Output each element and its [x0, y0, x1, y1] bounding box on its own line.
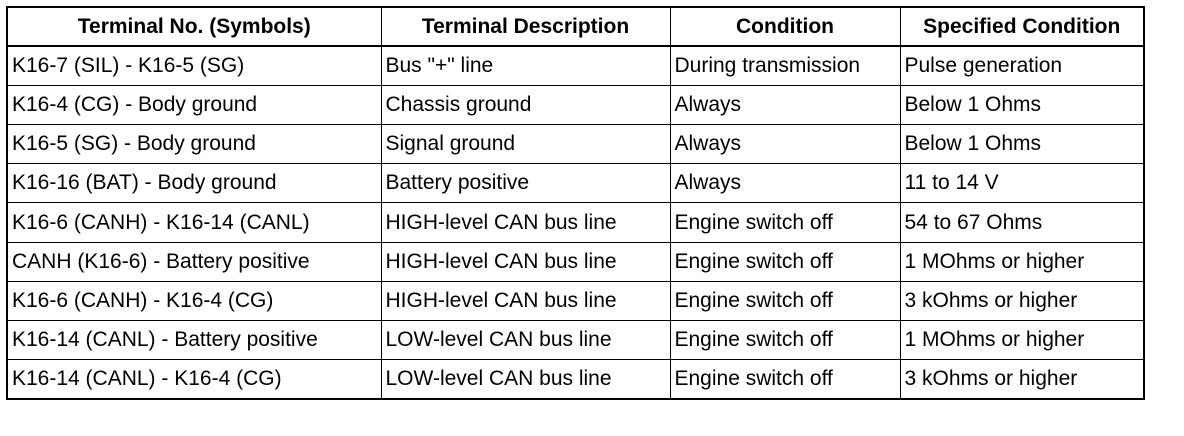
cell-specified: 11 to 14 V — [900, 164, 1144, 203]
cell-terminal: K16-14 (CANL) - K16-4 (CG) — [7, 360, 381, 399]
cell-description: Bus "+" line — [381, 46, 670, 85]
cell-description: LOW-level CAN bus line — [381, 321, 670, 360]
cell-description: HIGH-level CAN bus line — [381, 281, 670, 320]
table-row — [7, 203, 1144, 242]
cell-description: Battery positive — [381, 164, 670, 203]
cell-specified: Below 1 Ohms — [900, 85, 1144, 124]
cell-condition: Engine switch off — [670, 281, 900, 320]
table-row — [7, 164, 1144, 203]
cell-specified: Below 1 Ohms — [900, 125, 1144, 164]
table-row — [7, 321, 1144, 360]
cell-specified: 3 kOhms or higher — [900, 281, 1144, 320]
cell-description: Signal ground — [381, 125, 670, 164]
cell-specified: 1 MOhms or higher — [900, 242, 1144, 281]
cell-terminal: K16-14 (CANL) - Battery positive — [7, 321, 381, 360]
cell-description: HIGH-level CAN bus line — [381, 203, 670, 242]
header-specified-condition: Specified Condition — [900, 7, 1144, 46]
header-condition: Condition — [670, 7, 900, 46]
cell-condition: During transmission — [670, 46, 900, 85]
cell-terminal: K16-7 (SIL) - K16-5 (SG) — [7, 46, 381, 85]
cell-terminal: K16-4 (CG) - Body ground — [7, 85, 381, 124]
table-row — [7, 242, 1144, 281]
cell-terminal: K16-6 (CANH) - K16-14 (CANL) — [7, 203, 381, 242]
cell-specified: Pulse generation — [900, 46, 1144, 85]
table-row — [7, 125, 1144, 164]
cell-terminal: K16-6 (CANH) - K16-4 (CG) — [7, 281, 381, 320]
table-row — [7, 360, 1144, 399]
cell-specified: 54 to 67 Ohms — [900, 203, 1144, 242]
cell-terminal: K16-16 (BAT) - Body ground — [7, 164, 381, 203]
cell-terminal: CANH (K16-6) - Battery positive — [7, 242, 381, 281]
cell-condition: Engine switch off — [670, 203, 900, 242]
table-row — [7, 46, 1144, 85]
cell-description: HIGH-level CAN bus line — [381, 242, 670, 281]
cell-condition: Always — [670, 164, 900, 203]
spec-table-container — [6, 6, 1145, 400]
cell-condition: Engine switch off — [670, 242, 900, 281]
terminal-spec-table — [6, 6, 1145, 400]
cell-terminal: K16-5 (SG) - Body ground — [7, 125, 381, 164]
table-row — [7, 281, 1144, 320]
cell-specified: 3 kOhms or higher — [900, 360, 1144, 399]
header-terminal-no: Terminal No. (Symbols) — [7, 7, 381, 46]
cell-condition: Engine switch off — [670, 321, 900, 360]
table-row — [7, 85, 1144, 124]
cell-condition: Always — [670, 85, 900, 124]
cell-condition: Always — [670, 125, 900, 164]
cell-description: Chassis ground — [381, 85, 670, 124]
header-terminal-description: Terminal Description — [381, 7, 670, 46]
cell-specified: 1 MOhms or higher — [900, 321, 1144, 360]
cell-description: LOW-level CAN bus line — [381, 360, 670, 399]
table-header-row — [7, 7, 1144, 46]
cell-condition: Engine switch off — [670, 360, 900, 399]
